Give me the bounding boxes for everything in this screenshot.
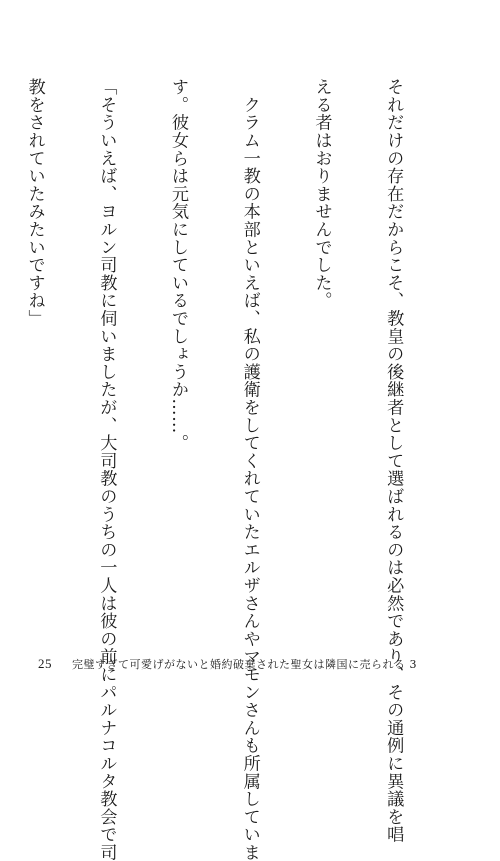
page-footer [38, 656, 417, 672]
text-line: クラム一教の本部といえば、私の護衛をしてくれていたエルザさんやマモンさんも所属していま [239, 78, 260, 861]
text-line: す。彼女らは元気にしているでしょうか……。 [168, 78, 189, 452]
running-title: 完璧すぎて可愛げがないと婚約破棄された聖女は隣国に売られる 3 [72, 658, 417, 671]
text-line: える者はおりませんでした。 [311, 78, 332, 310]
text-line: 教をされていたみたいですね」 [24, 78, 45, 328]
page-number: 25 [38, 656, 52, 671]
text-line: 「そういえば、ヨルン司教に伺いましたが、大司教のうちの一人は彼の前にパルナコルタ教会で司 [96, 78, 117, 861]
text-line: それだけの存在だからこそ、教皇の後継者として選ばれるのは必然であり、その通例に異議を唱 [383, 78, 404, 844]
